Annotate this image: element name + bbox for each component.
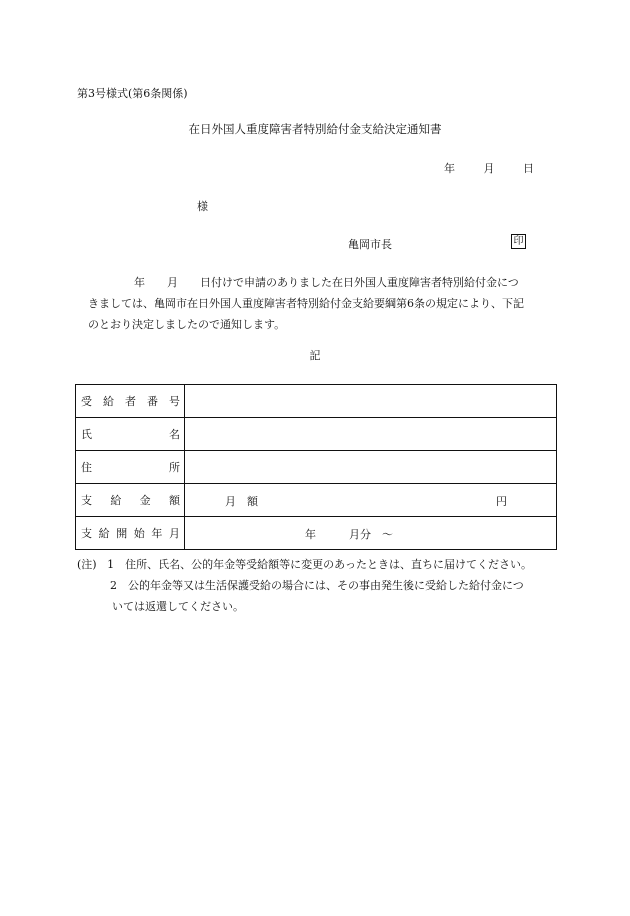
details-table (75, 384, 557, 550)
table-row (76, 517, 557, 550)
table-row (76, 385, 557, 418)
body-paragraph (88, 272, 552, 335)
label-address: 住 所 (76, 451, 185, 484)
seal-mark: 印 (511, 234, 526, 249)
body-line-2: きましては、亀岡市在日外国人重度障害者特別給付金支給要綱第6条の規定により、下記 (88, 297, 524, 310)
date-month: 月 (483, 162, 495, 175)
value-address (185, 451, 557, 484)
ki-heading: 記 (309, 349, 321, 362)
notes-section (77, 554, 532, 617)
issuer-name: 亀岡市長 (348, 238, 392, 251)
start-month-text: 年 月分 ～ (305, 528, 393, 541)
note-1: (注) 1 住所、氏名、公的年金等受給額等に変更のあったときは、直ちに届けてください。 (77, 558, 532, 571)
date-line (444, 160, 534, 176)
value-start-month (185, 517, 557, 550)
recipient-suffix: 様 (197, 200, 208, 213)
date-year: 年 (444, 162, 455, 175)
note-prefix: (注) (77, 558, 97, 571)
label-payment-amount: 支 給 金 額 (76, 484, 185, 517)
yen-unit: 円 (496, 495, 507, 508)
document-title: 在日外国人重度障害者特別給付金支給決定通知書 (188, 122, 442, 136)
note-2-continued: いては返還してください。 (112, 600, 244, 613)
label-recipient-number: 受 給 者 番 号 (76, 385, 185, 418)
body-line-1: 年 月 日付けで申請のありました在日外国人重度障害者特別給付金につ (134, 276, 519, 289)
label-name: 氏 名 (76, 418, 185, 451)
value-payment-amount (185, 484, 557, 517)
monthly-amount-label: 月 額 (225, 495, 258, 508)
date-day: 日 (523, 162, 534, 175)
table-row (76, 418, 557, 451)
label-start-month: 支 給 開 始 年 月 (76, 517, 185, 550)
form-number: 第3号様式(第6条関係) (77, 87, 188, 100)
body-line-3: のとおり決定しましたので通知します。 (88, 318, 286, 331)
value-recipient-number (185, 385, 557, 418)
note-2: 2 公的年金等又は生活保護受給の場合には、その事由発生後に受給した給付金につ (110, 579, 524, 592)
value-name (185, 418, 557, 451)
table-row (76, 484, 557, 517)
table-row (76, 451, 557, 484)
